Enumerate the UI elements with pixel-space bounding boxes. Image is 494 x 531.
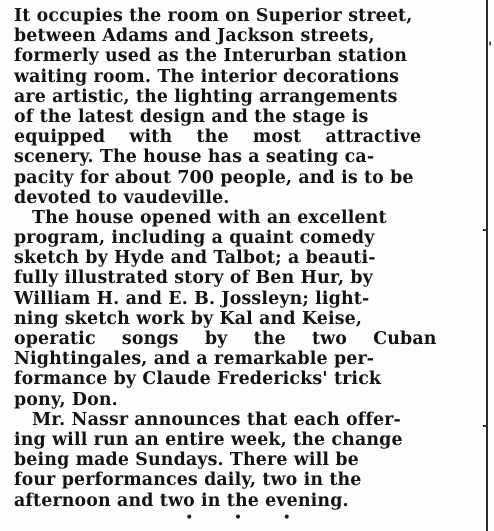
text-line: The house opened with an excellent	[32, 207, 387, 228]
text-line: being made Sundays. There will be	[14, 450, 359, 471]
text-line: formerly used as the Interurban station	[14, 46, 408, 67]
text-line: operatic songs by the two Cuban	[14, 329, 437, 349]
text-line: It occupies the room on Superior street,	[14, 6, 413, 26]
text-line: are artistic, the lighting arrangements	[14, 86, 398, 107]
edge-tick-mark: '	[488, 40, 493, 56]
text-line: four performances daily, two in the	[14, 470, 362, 491]
text-line: of the latest design and the stage is	[14, 106, 369, 127]
paragraph-3	[14, 410, 480, 511]
text-line: between Adams and Jackson streets,	[14, 26, 375, 47]
text-line: formance by Claude Fredericks' trick	[14, 369, 382, 390]
text-line: pony, Don.	[14, 389, 118, 410]
text-line: fully illustrated story of Ben Hur, by	[14, 268, 373, 289]
end-ornament: • • •	[185, 510, 309, 526]
text-line: scenery. The house has a seating ca-	[14, 147, 375, 168]
text-line: afternoon and two in the evening.	[14, 490, 349, 511]
paragraph-1	[14, 6, 480, 208]
text-line: program, including a quaint comedy	[14, 228, 375, 249]
text-line: devoted to vaudeville.	[14, 187, 230, 208]
paragraph-2	[14, 208, 480, 410]
text-line: William H. and E. B. Jossleyn; light-	[14, 288, 370, 309]
text-line: waiting room. The interior decorations	[14, 66, 400, 87]
text-line: Nightingales, and a remarkable per-	[14, 349, 375, 370]
text-line: pacity for about 700 people, and is to be	[14, 167, 414, 188]
text-line: equipped with the most attractive	[14, 127, 422, 148]
edge-tick-mark: -	[482, 418, 488, 434]
article-body	[14, 6, 480, 511]
text-line: sketch by Hyde and Talbot; a beauti-	[14, 248, 376, 269]
edge-tick-mark: -	[482, 222, 488, 238]
text-line: ing will run an entire week, the change	[14, 429, 403, 450]
text-line: ning sketch work by Kal and Keise,	[14, 308, 363, 329]
column-rule	[486, 0, 488, 531]
text-line: Mr. Nassr announces that each offer-	[32, 409, 401, 430]
